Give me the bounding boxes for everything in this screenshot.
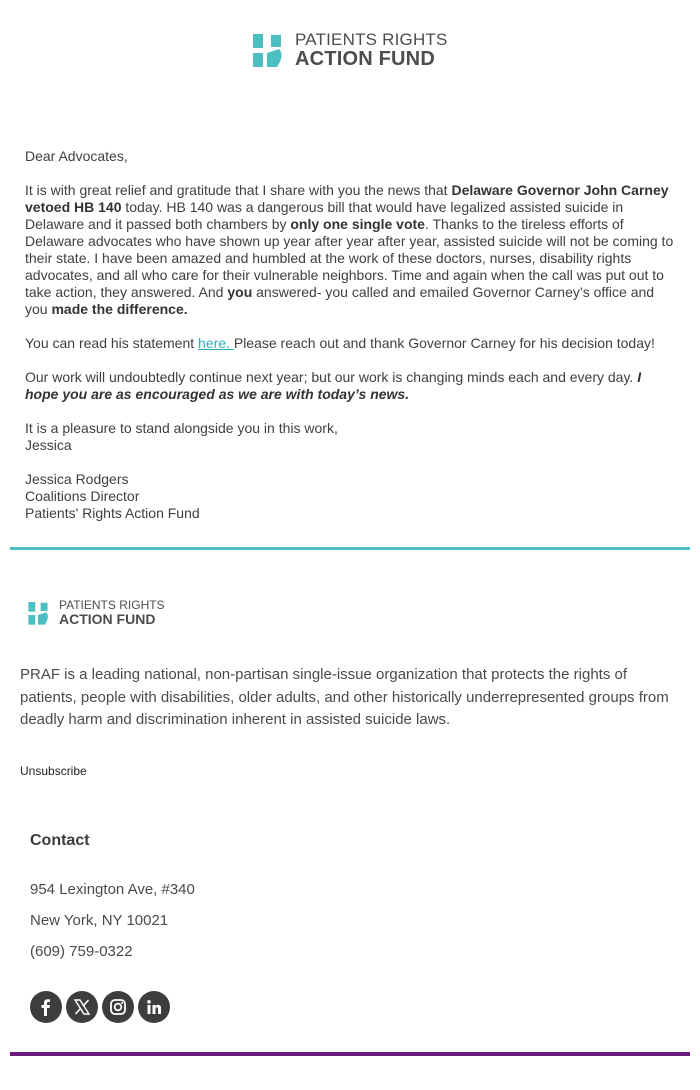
text: You can read his statement [25, 335, 199, 351]
instagram-icon [109, 998, 127, 1016]
header-logo [251, 30, 448, 70]
paragraph-1 [25, 182, 677, 318]
text: . Thanks to the tireless efforts of Delaware advocates who have shown up year after year after year, assisted suicide will not be coming to their state. I have been amazed and humbled at the work of these doctors, nurses, disability rights advocates, and all who care for their vulnerable neighbors. Time and again when the call was put out to take action, they answered. And [25, 216, 674, 300]
closing-name: Jessica [25, 437, 72, 453]
bold-text: Delaware Governor John Carney vetoed HB 140 [25, 182, 669, 215]
text: today. HB 140 was a dangerous bill that would have legalized assisted suicide in Delaware and it passed both chambers by [25, 199, 624, 232]
logo-text-line2: ACTION FUND [295, 48, 435, 70]
statement-link[interactable]: here. [198, 335, 234, 351]
x-icon [73, 998, 91, 1016]
signature-name: Jessica Rodgers [25, 471, 129, 487]
logo-text-line2: ACTION FUND [59, 611, 156, 627]
linkedin-button[interactable] [138, 991, 170, 1023]
signature-org: Patients' Rights Action Fund [25, 505, 200, 521]
signature-title: Coalitions Director [25, 488, 140, 504]
closing [25, 420, 677, 454]
teal-divider [10, 547, 690, 550]
contact-heading: Contact [30, 832, 90, 849]
purple-divider [10, 1052, 690, 1056]
footer-logo [27, 599, 165, 627]
text: answered- you called and emailed Governor Carney’s office and you [25, 284, 655, 317]
about-text: PRAF is a leading national, non-partisan single-issue organization that protects the rights of patients, people with disabilities, older adults, and other historically underrepresented groups from deadly harm and discrimination inherent in assisted suicide laws. [20, 666, 669, 728]
phone-number: (609) 759-0322 [30, 943, 133, 960]
bold-text: you [227, 284, 253, 300]
unsubscribe-link[interactable]: Unsubscribe [20, 764, 87, 778]
praf-logo-mark-icon [27, 600, 53, 626]
x-button[interactable] [66, 991, 98, 1023]
greeting: Dear Advocates, [25, 148, 128, 164]
praf-logo-mark-icon [251, 31, 289, 69]
logo-text-line1: PATIENTS RIGHTS [59, 598, 165, 612]
address-line-1: 954 Lexington Ave, #340 [30, 881, 195, 898]
address-line-2: New York, NY 10021 [30, 912, 169, 929]
linkedin-icon [145, 998, 163, 1016]
closing-line: It is a pleasure to stand alongside you in this work, [25, 420, 338, 436]
bold-text: made the difference. [51, 301, 188, 317]
logo-text-line1: PATIENTS RIGHTS [295, 30, 448, 49]
text: Please reach out and thank Governor Carney for his decision today! [233, 335, 655, 351]
letter-body [25, 148, 677, 539]
instagram-button[interactable] [102, 991, 134, 1023]
bold-text: only one single vote [290, 216, 425, 232]
bold-italic-text: I hope you are as encouraged as we are with today’s news. [25, 369, 642, 402]
paragraph-2 [25, 335, 677, 352]
social-links [30, 991, 170, 1023]
paragraph-3 [25, 369, 677, 403]
facebook-icon [36, 997, 56, 1017]
text: It is with great relief and gratitude that I share with you the news that [25, 182, 452, 198]
text: Our work will undoubtedly continue next year; but our work is changing minds each and every day. [25, 369, 638, 385]
facebook-button[interactable] [30, 991, 62, 1023]
signature [25, 471, 677, 522]
